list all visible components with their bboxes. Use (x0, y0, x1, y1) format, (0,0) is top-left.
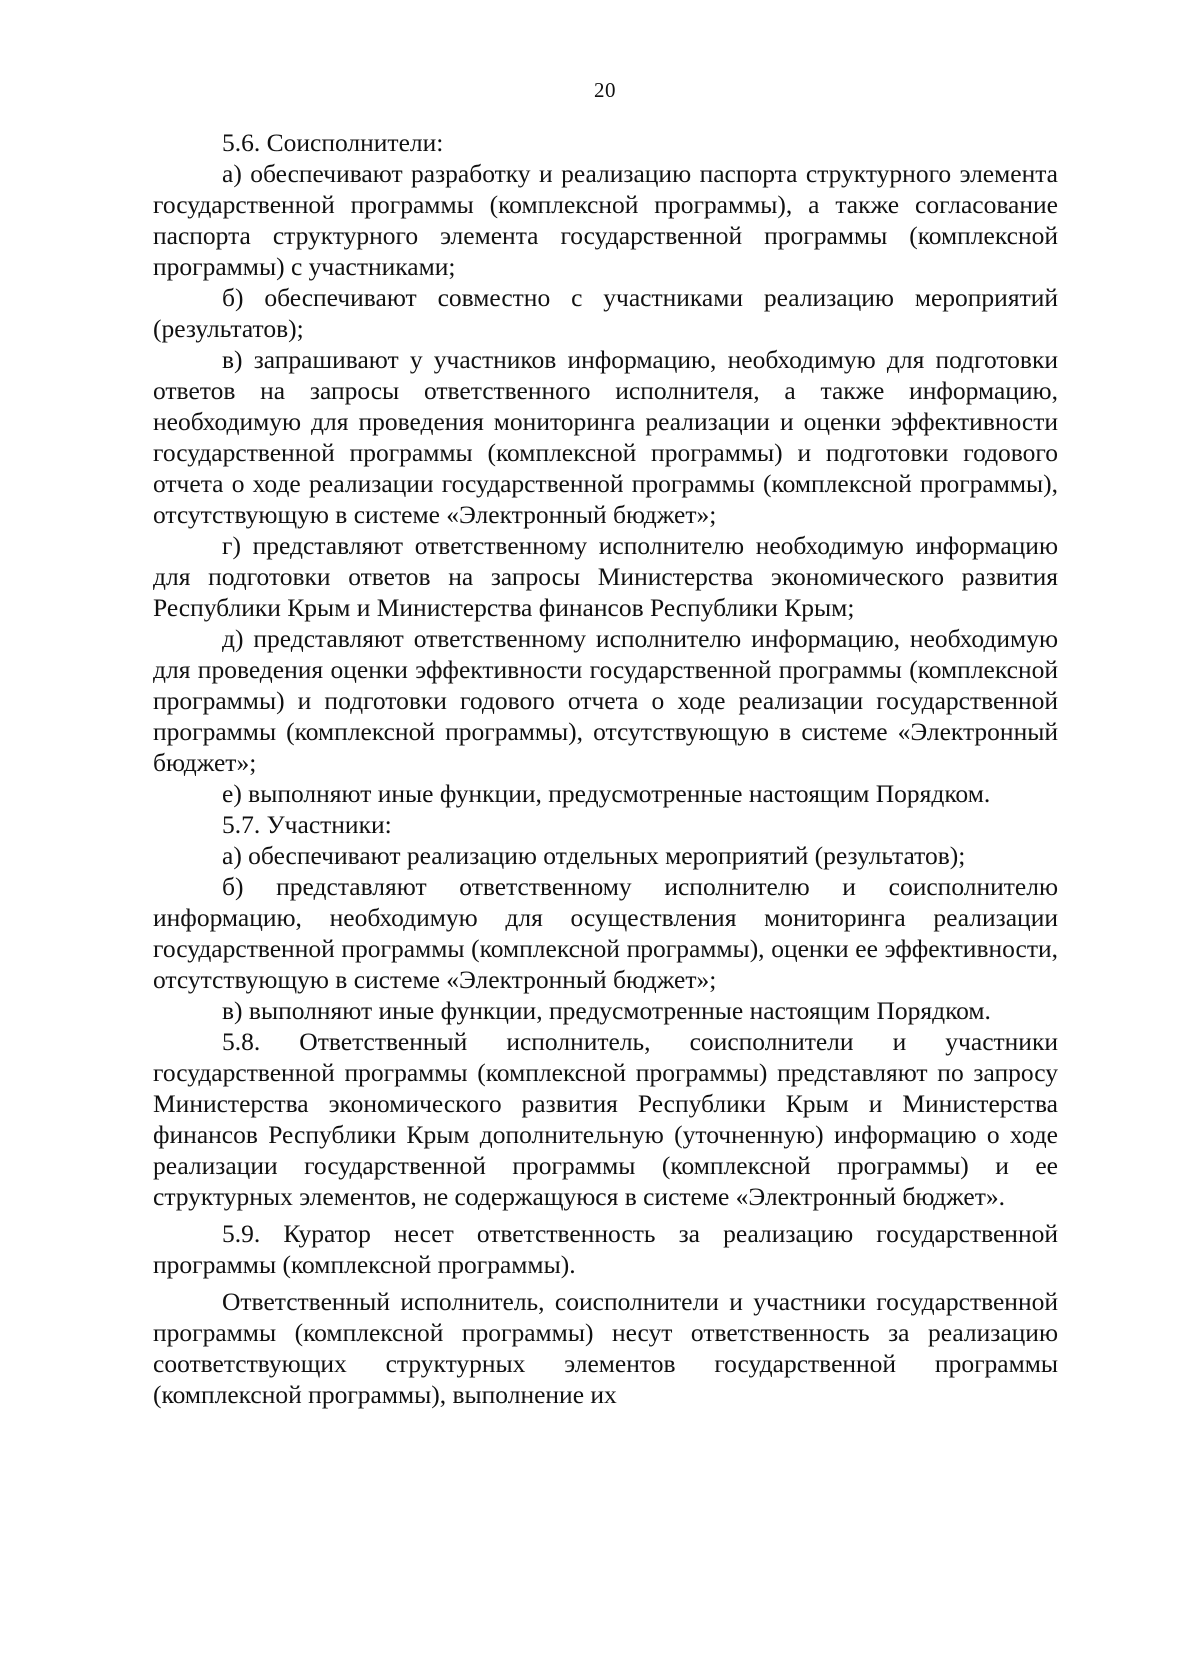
section-paragraph-5-9: 5.9. Куратор несет ответственность за реализацию государственной программы (комплексной программы). (153, 1219, 1058, 1279)
list-item-5-7-b: б) представляют ответственному исполнителю и соисполнителю информацию, необходимую для осуществления мониторинга реализации государственной программы (комплексной программы), оценки ее эффективности, отсутствующую в системе «Электронный бюджет»; (153, 872, 1058, 994)
page-number: 20 (594, 78, 616, 102)
list-item-5-6-g: г) представляют ответственному исполнителю необходимую информацию для подготовки ответов на запросы Министерства экономического развития Республики Крым и Министерства финансов Республики Крым; (153, 531, 1058, 622)
section-heading-5-7: 5.7. Участники: (222, 810, 392, 839)
list-item-5-6-e: е) выполняют иные функции, предусмотренные настоящим Порядком. (222, 779, 991, 808)
section-paragraph-5-8: 5.8. Ответственный исполнитель, соисполнители и участники государственной программы (комплексной программы) представляют по запросу Министерства экономического развития Республики Крым и Министерства финансов Республики Крым дополнительную (уточненную) информацию о ходе реализации государственной программы (комплексной программы) и ее структурных элементов, не содержащуюся в системе «Электронный бюджет». (153, 1027, 1058, 1211)
list-item-5-6-d: д) представляют ответственному исполнителю информацию, необходимую для проведения оценки эффективности государственной программы (комплексной программы) и подготовки годового отчета о ходе реализации государственной программы (комплексной программы), отсутствующую в системе «Электронный бюджет»; (153, 624, 1058, 777)
list-item-5-6-a: а) обеспечивают разработку и реализацию паспорта структурного элемента государственной программы (комплексной программы), а также согласование паспорта структурного элемента государственной программы (комплексной программы) с участниками; (153, 159, 1058, 281)
document-body (153, 127, 1058, 1410)
list-item-5-6-v: в) запрашивают у участников информацию, необходимую для подготовки ответов на запросы ответственного исполнителя, а также информацию, необходимую для проведения мониторинга реализации и оценки эффективности государственной программы (комплексной программы) и подготовки годового отчета о ходе реализации государственной программы (комплексной программы), отсутствующую в системе «Электронный бюджет»; (153, 345, 1058, 529)
list-item-5-6-b: б) обеспечивают совместно с участниками реализацию мероприятий (результатов); (153, 283, 1058, 343)
list-item-5-7-v: в) выполняют иные функции, предусмотренные настоящим Порядком. (222, 996, 991, 1025)
list-item-5-7-a: а) обеспечивают реализацию отдельных мероприятий (результатов); (222, 841, 966, 870)
section-heading-5-6: 5.6. Соисполнители: (222, 128, 444, 157)
paragraph-responsibility: Ответственный исполнитель, соисполнители и участники государственной программы (комплексной программы) несут ответственность за реализацию соответствующих структурных элементов государственной программы (комплексной программы), выполнение их (153, 1287, 1058, 1409)
